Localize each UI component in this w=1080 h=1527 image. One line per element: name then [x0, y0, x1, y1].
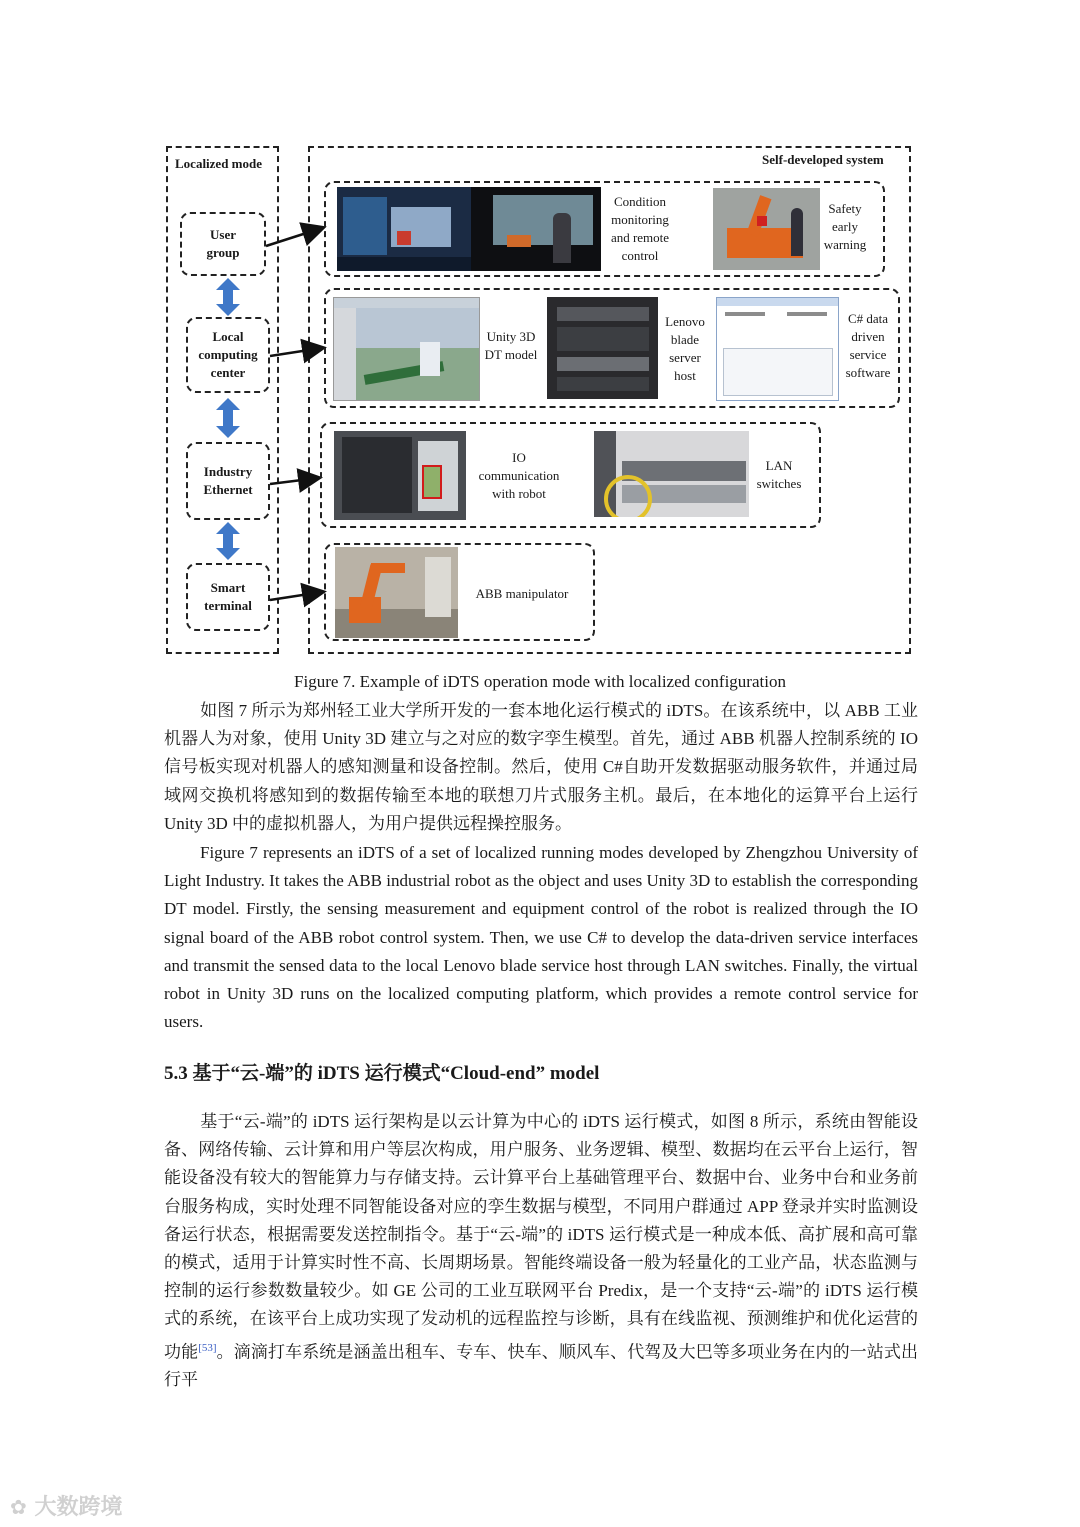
label-lan-switches: LAN switches	[756, 458, 802, 491]
node-industry-ethernet: Industry Ethernet	[186, 442, 270, 520]
io-board-photo	[334, 431, 466, 520]
remote-control-room-photo	[471, 187, 601, 271]
safety-warning-photo	[713, 188, 820, 270]
paragraph-cn-2	[164, 1108, 918, 1395]
watermark	[10, 1490, 122, 1521]
paragraph-en-1	[164, 839, 918, 1036]
node-user-group: User group	[180, 212, 266, 276]
node-smart-terminal: Smart terminal	[186, 563, 270, 631]
self-developed-system-title: Self-developed system	[762, 152, 884, 167]
watermark-text: 大数跨境	[34, 1495, 123, 1520]
label-safety-early-warning: Safety early warning	[823, 201, 867, 252]
blue-double-arrow-2	[216, 398, 240, 438]
section-heading-5-3: 5.3 基于“云-端”的 iDTS 运行模式“Cloud-end” model	[164, 1063, 600, 1084]
citation-53[interactable]: [53]	[198, 1341, 217, 1354]
blue-double-arrow-1	[216, 278, 240, 316]
lan-switches-photo	[594, 431, 749, 517]
label-io-communication: IO communication with robot	[478, 450, 560, 501]
figure-caption: Figure 7. Example of iDTS operation mode with localized configuration	[294, 672, 786, 691]
paragraph-cn-1	[164, 697, 918, 838]
label-condition-monitoring: Condition monitoring and remote control	[610, 194, 670, 263]
abb-manipulator-photo	[335, 547, 458, 638]
arrow-user-to-row1	[266, 228, 322, 246]
arrow-ethernet-to-row3	[270, 478, 318, 484]
node-local-computing-center: Local computing center	[186, 317, 270, 393]
unity-3d-model-screenshot	[333, 297, 480, 401]
label-csharp-data-driven-software: C# data driven service software	[845, 311, 891, 380]
monitoring-screen-photo	[337, 187, 471, 271]
label-abb-manipulator: ABB manipulator	[475, 586, 569, 601]
paragraph-cn-1-text: 如图 7 所示为郑州轻工业大学所开发的一套本地化运行模式的 iDTS。在该系统中，以 ABB 工业机器人为对象，使用 Unity 3D 建立与之对应的数字孪生模型。首先，通过 ABB 机器人控制系统的 IO 信号板实现对机器人的感知测量和设备控制。然后，使用 C#自助开发数据驱动服务软件，并通过局域网交换机将感知到的数据传输至本地的联想刀片式服务主机。最后，在本地化的运算平台上运行 Unity 3D 中的虚拟机器人，为用户提供远程操控服务。	[164, 701, 918, 833]
arrow-local-to-row2	[270, 348, 322, 356]
watermark-logo-icon: ✿	[10, 1495, 27, 1519]
paragraph-cn-2-tail: 。滴滴打车系统是涵盖出租车、专车、快车、顺风车、代驾及大巴等多项业务在内的一站式出行平	[164, 1342, 918, 1390]
localized-mode-title: Localized mode	[175, 156, 263, 171]
csharp-software-screenshot	[716, 297, 839, 401]
label-unity-3d-dt-model: Unity 3D DT model	[484, 329, 538, 362]
blue-double-arrow-3	[216, 522, 240, 560]
arrow-terminal-to-row4	[270, 592, 322, 600]
lenovo-blade-server-photo	[547, 297, 658, 399]
paragraph-en-1-text: Figure 7 represents an iDTS of a set of localized running modes developed by Zhengzhou University of Light Industry. It takes the ABB industrial robot as the object and uses Unity 3D to establish the corresponding DT model. Firstly, the sensing measurement and equipment control of the robot is realized through the IO signal board of the ABB robot control system. Then, we use C# to develop the data-driven service interfaces and transmit the sensed data to the local Lenovo blade service host through LAN switches. Finally, the virtual robot in Unity 3D runs on the localized computing platform, which provides a remote control service for users.	[164, 843, 918, 1032]
label-lenovo-blade-server-host: Lenovo blade server host	[665, 314, 705, 383]
paragraph-cn-2-text: 基于“云-端”的 iDTS 运行架构是以云计算为中心的 iDTS 运行模式，如图 8 所示，系统由智能设备、网络传输、云计算和用户等层次构成，用户服务、业务逻辑、模型、数据均在云平台上运行，智能设备没有较大的智能算力与存储支持。云计算平台上基础管理平台、数据中台、业务中台和业务前台服务构成，实时处理不同智能设备对应的孪生数据与模型，不同用户群通过 APP 登录并实时监测设备运行状态，根据需要发送控制指令。基于“云-端”的 iDTS 运行模式是一种成本低、高扩展和高可靠的模式，适用于计算实时性不高、长周期场景。智能终端设备一般为轻量化的工业产品，状态监测与控制的运行参数数量较少。如 GE 公司的工业互联网平台 Predix，是一个支持“云-端”的 iDTS 运行模式的系统，在该平台上成功实现了发动机的远程监控与诊断，具有在线监视、预测维护和优化运营的功能	[164, 1112, 918, 1362]
